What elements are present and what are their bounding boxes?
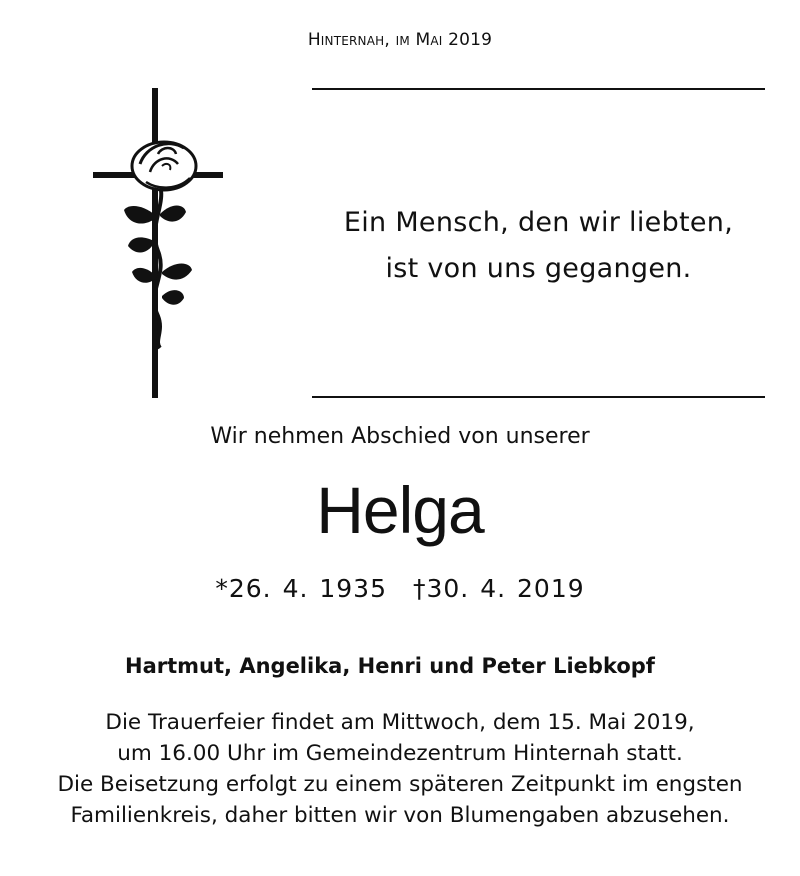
info-line-3: Die Beisetzung erfolgt zu einem späteren Zeitpunkt im engsten <box>57 772 743 797</box>
dateline: Hinternah, im Mai 2019 <box>307 30 493 50</box>
cross-with-rose-icon <box>88 86 228 401</box>
bottom-divider <box>312 396 765 398</box>
mourners-names: Hartmut, Angelika, Henri und Peter Liebkopf <box>125 654 655 678</box>
birth-date: *26. 4. 1935 <box>215 574 387 603</box>
info-line-2: um 16.00 Uhr im Gemeindezentrum Hinternah statt. <box>117 741 683 766</box>
quote-line-1: Ein Mensch, den wir liebten, <box>343 207 734 238</box>
farewell-intro: Wir nehmen Abschied von unserer <box>210 424 590 449</box>
info-line-4: Familienkreis, daher bitten wir von Blumengaben abzusehen. <box>70 803 730 828</box>
deceased-name: Helga <box>316 473 484 547</box>
info-line-1: Die Trauerfeier findet am Mittwoch, dem 15. Mai 2019, <box>105 710 695 735</box>
quote-line-2: ist von uns gegangen. <box>385 253 692 284</box>
memorial-quote <box>312 200 765 292</box>
life-dates <box>0 574 800 603</box>
funeral-info <box>0 707 800 831</box>
top-divider <box>312 88 765 90</box>
death-date: †30. 4. 2019 <box>413 574 585 603</box>
